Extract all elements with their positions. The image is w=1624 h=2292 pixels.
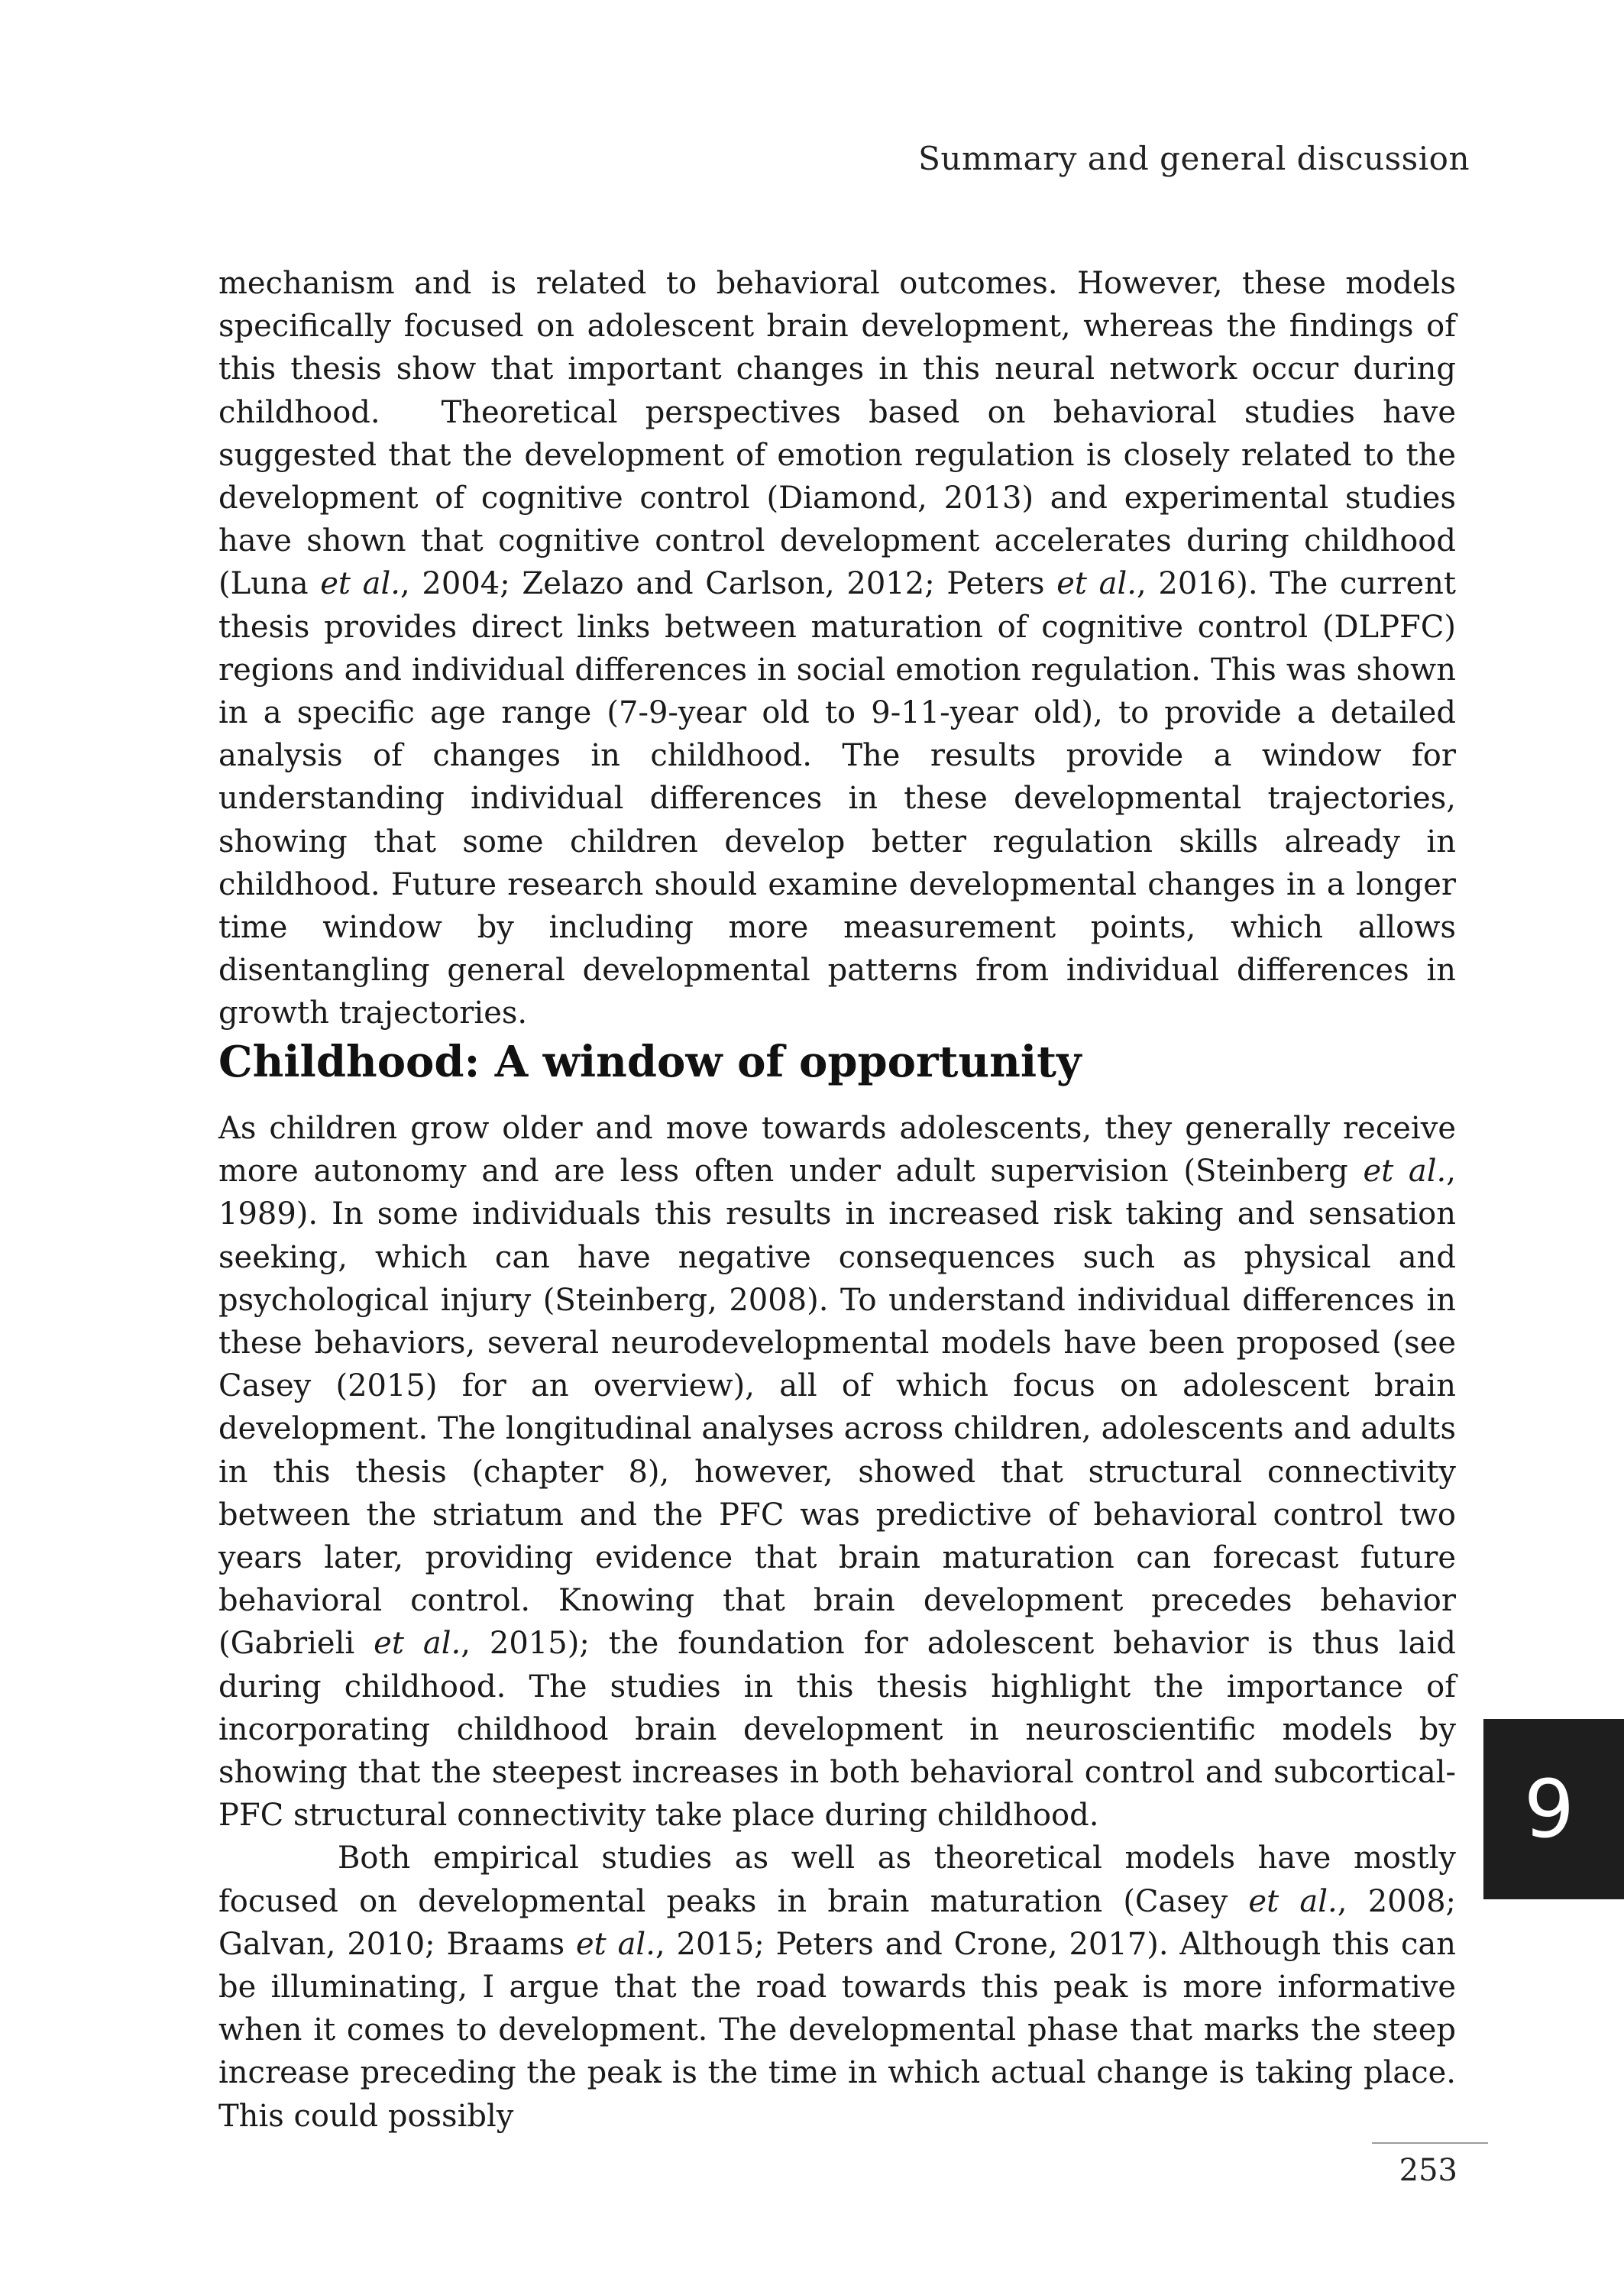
section-heading: Childhood: A window of opportunity — [218, 1037, 1082, 1087]
running-header: Summary and general discussion — [918, 140, 1470, 177]
body-text-section — [218, 1107, 1456, 2138]
paragraph-top: mechanism and is related to behavioral outcomes. However, these models specifically focused on adolescent brain development, whereas the findings of this thesis show that important changes in this neural network occur during childhood. Theoretical perspectives based on behavioral studies have suggested that the development of emotion regulation is closely related to the development of cognitive control (Diamond, 2013) and experimental studies have shown that cognitive control development accelerates during childhood (Luna et al., 2004; Zelazo and Carlson, 2012; Peters et al., 2016). The current thesis provides direct links between maturation of cognitive control (DLPFC) regions and individual differences in social emotion regulation. This was shown in a specific age range (7-9-year old to 9-11-year old), to provide a detailed analysis of changes in childhood. The results provide a window for understanding individual differences in these developmental trajectories, showing that some children develop better regulation skills already in childhood. Future research should examine developmental changes in a longer time window by including more measurement points, which allows disentangling general developmental patterns from individual differences in growth trajectories. — [218, 266, 1456, 1031]
section-paragraph-1: As children grow older and move towards adolescents, they generally receive more autonomy and are less often under adult supervision (Steinberg et al., 1989). In some individuals this results in increased risk taking and sensation seeking, which can have negative consequences such as physical and psychological injury (Steinberg, 2008). To understand individual differences in these behaviors, several neurodevelopmental models have been proposed (see Casey (2015) for an overview), all of which focus on adolescent brain development. The longitudinal analyses across children, adolescents and adults in this thesis (chapter 8), however, showed that structural connectivity between the striatum and the PFC was predictive of behavioral control two years later, providing evidence that brain maturation can forecast future behavioral control. Knowing that brain development precedes behavior (Gabrieli et al., 2015); the foundation for adolescent behavior is thus laid during childhood. The studies in this thesis highlight the importance of incorporating childhood brain development in neuroscientific models by showing that the steepest increases in both behavioral control and subcortical-PFC structural connectivity take place during childhood. — [218, 1111, 1456, 1834]
body-text-top — [218, 262, 1456, 1035]
chapter-tab — [1483, 1719, 1624, 1899]
section-paragraph-2: Both empirical studies as well as theoretical models have mostly focused on developmental peaks in brain maturation (Casey et al., 2008; Galvan, 2010; Braams et al., 2015; Peters and Crone, 2017). Although this can be illuminating, I argue that the road towards this peak is more informative when it comes to development. The developmental phase that marks the steep increase preceding the peak is the time in which actual change is taking place. This could possibly — [218, 1840, 1457, 2134]
chapter-number: 9 — [1523, 1763, 1575, 1856]
page-number: 253 — [1399, 2153, 1457, 2188]
footer-rule — [1372, 2142, 1488, 2144]
